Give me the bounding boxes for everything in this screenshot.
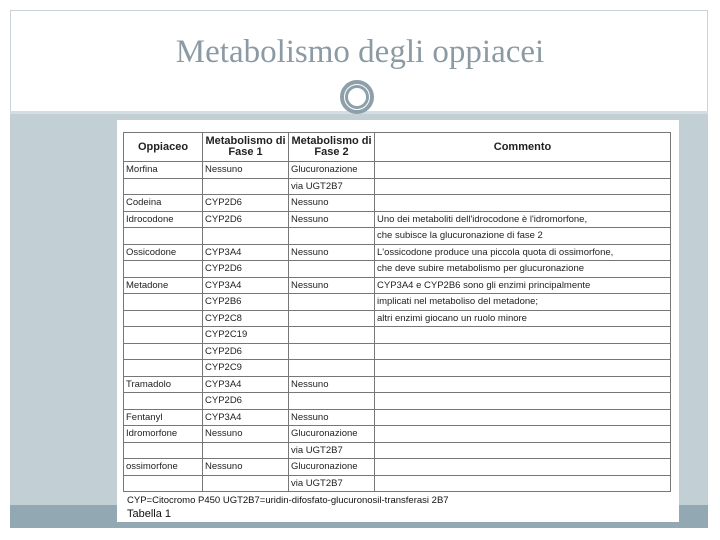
table-cell <box>124 343 203 360</box>
table-row <box>124 294 671 311</box>
table-cell <box>124 261 203 278</box>
table-caption: CYP=Citocromo P450 UGT2B7=uridin-difosfato-glucuronosil-transferasi 2B7 <box>127 495 449 506</box>
table-row <box>124 459 671 476</box>
table-cell <box>375 442 671 459</box>
table-cell: Idromorfone <box>124 426 203 443</box>
table-cell <box>375 195 671 212</box>
table-cell <box>289 310 375 327</box>
table-row <box>124 195 671 212</box>
table-cell <box>124 393 203 410</box>
table-cell: implicati nel metaboliso del metadone; <box>375 294 671 311</box>
header-oppiaceo: Oppiaceo <box>124 133 203 162</box>
table-cell: CYP2D6 <box>203 261 289 278</box>
table-cell: via UGT2B7 <box>289 442 375 459</box>
table-cell <box>375 376 671 393</box>
table-cell: Metadone <box>124 277 203 294</box>
table-cell <box>375 360 671 377</box>
table-cell: altri enzimi giocano un ruolo minore <box>375 310 671 327</box>
table-cell: Idrocodone <box>124 211 203 228</box>
table-row <box>124 178 671 195</box>
table-cell <box>124 228 203 245</box>
table-header-row <box>124 133 671 162</box>
table-cell <box>289 228 375 245</box>
table-cell <box>375 475 671 492</box>
table-cell <box>375 409 671 426</box>
table-cell: Nessuno <box>289 211 375 228</box>
table-cell: CYP3A4 <box>203 376 289 393</box>
table-cell <box>203 475 289 492</box>
table-cell: Nessuno <box>289 195 375 212</box>
table-row <box>124 475 671 492</box>
header-fase-1: Metabolismo di Fase 1 <box>203 133 289 162</box>
table-cell: Morfina <box>124 162 203 179</box>
table-cell: Nessuno <box>203 426 289 443</box>
table-cell <box>289 360 375 377</box>
table-cell: Ossicodone <box>124 244 203 261</box>
table-row <box>124 360 671 377</box>
table-cell <box>124 310 203 327</box>
table-row <box>124 277 671 294</box>
table-cell: CYP2D6 <box>203 211 289 228</box>
table-row <box>124 327 671 344</box>
table-cell: CYP2C9 <box>203 360 289 377</box>
table-cell: CYP2B6 <box>203 294 289 311</box>
table-cell <box>203 178 289 195</box>
table-cell <box>203 228 289 245</box>
table-row <box>124 426 671 443</box>
table-cell: CYP2D6 <box>203 393 289 410</box>
table-cell: via UGT2B7 <box>289 178 375 195</box>
table-cell: Glucuronazione <box>289 459 375 476</box>
table-row <box>124 343 671 360</box>
header-commento: Commento <box>375 133 671 162</box>
table-cell <box>124 442 203 459</box>
table-row <box>124 162 671 179</box>
table-row <box>124 261 671 278</box>
table-cell <box>124 360 203 377</box>
table-cell: Glucuronazione <box>289 162 375 179</box>
table-cell: Nessuno <box>289 409 375 426</box>
table-cell: che subisce la glucuronazione di fase 2 <box>375 228 671 245</box>
table-row <box>124 244 671 261</box>
table-cell: CYP2C19 <box>203 327 289 344</box>
table-row <box>124 442 671 459</box>
table-image <box>117 120 679 522</box>
ring-ornament-inner-icon <box>345 85 369 109</box>
table-cell <box>124 475 203 492</box>
table-cell <box>375 178 671 195</box>
table-cell: CYP3A4 <box>203 409 289 426</box>
table-row <box>124 409 671 426</box>
table-cell: Fentanyl <box>124 409 203 426</box>
table-cell <box>203 442 289 459</box>
table-cell: Glucuronazione <box>289 426 375 443</box>
table-cell: Tramadolo <box>124 376 203 393</box>
table-row <box>124 376 671 393</box>
table-cell <box>289 343 375 360</box>
table-cell <box>375 343 671 360</box>
table-cell: Nessuno <box>289 277 375 294</box>
table-cell: CYP3A4 e CYP2B6 sono gli enzimi principalmente <box>375 277 671 294</box>
table-cell <box>375 327 671 344</box>
table-cell: CYP3A4 <box>203 277 289 294</box>
table-cell: CYP2D6 <box>203 195 289 212</box>
table-cell <box>124 294 203 311</box>
table-cell: Codeina <box>124 195 203 212</box>
table-cell <box>289 393 375 410</box>
slide-title: Metabolismo degli oppiacei <box>175 34 545 70</box>
header-fase-2: Metabolismo di Fase 2 <box>289 133 375 162</box>
table-row <box>124 228 671 245</box>
table-cell <box>124 327 203 344</box>
table-row <box>124 393 671 410</box>
table-cell: ossimorfone <box>124 459 203 476</box>
table-row <box>124 310 671 327</box>
table-cell: via UGT2B7 <box>289 475 375 492</box>
table-row <box>124 211 671 228</box>
table-cell: Nessuno <box>203 162 289 179</box>
table-cell: CYP2D6 <box>203 343 289 360</box>
table-label: Tabella 1 <box>127 508 172 520</box>
table-cell: Nessuno <box>203 459 289 476</box>
table-cell: Nessuno <box>289 244 375 261</box>
table-cell <box>375 426 671 443</box>
table-cell <box>289 294 375 311</box>
table-cell: CYP2C8 <box>203 310 289 327</box>
table-cell <box>375 459 671 476</box>
table-cell: che deve subire metabolismo per glucuronazione <box>375 261 671 278</box>
table-cell <box>289 327 375 344</box>
table-cell: L'ossicodone produce una piccola quota di ossimorfone, <box>375 244 671 261</box>
table-cell: Nessuno <box>289 376 375 393</box>
table-cell <box>375 393 671 410</box>
table-cell <box>124 178 203 195</box>
table-cell <box>375 162 671 179</box>
table-cell <box>289 261 375 278</box>
table-cell: Uno dei metaboliti dell'idrocodone è l'idromorfone, <box>375 211 671 228</box>
table-cell: CYP3A4 <box>203 244 289 261</box>
opioid-metabolism-table <box>123 132 671 492</box>
